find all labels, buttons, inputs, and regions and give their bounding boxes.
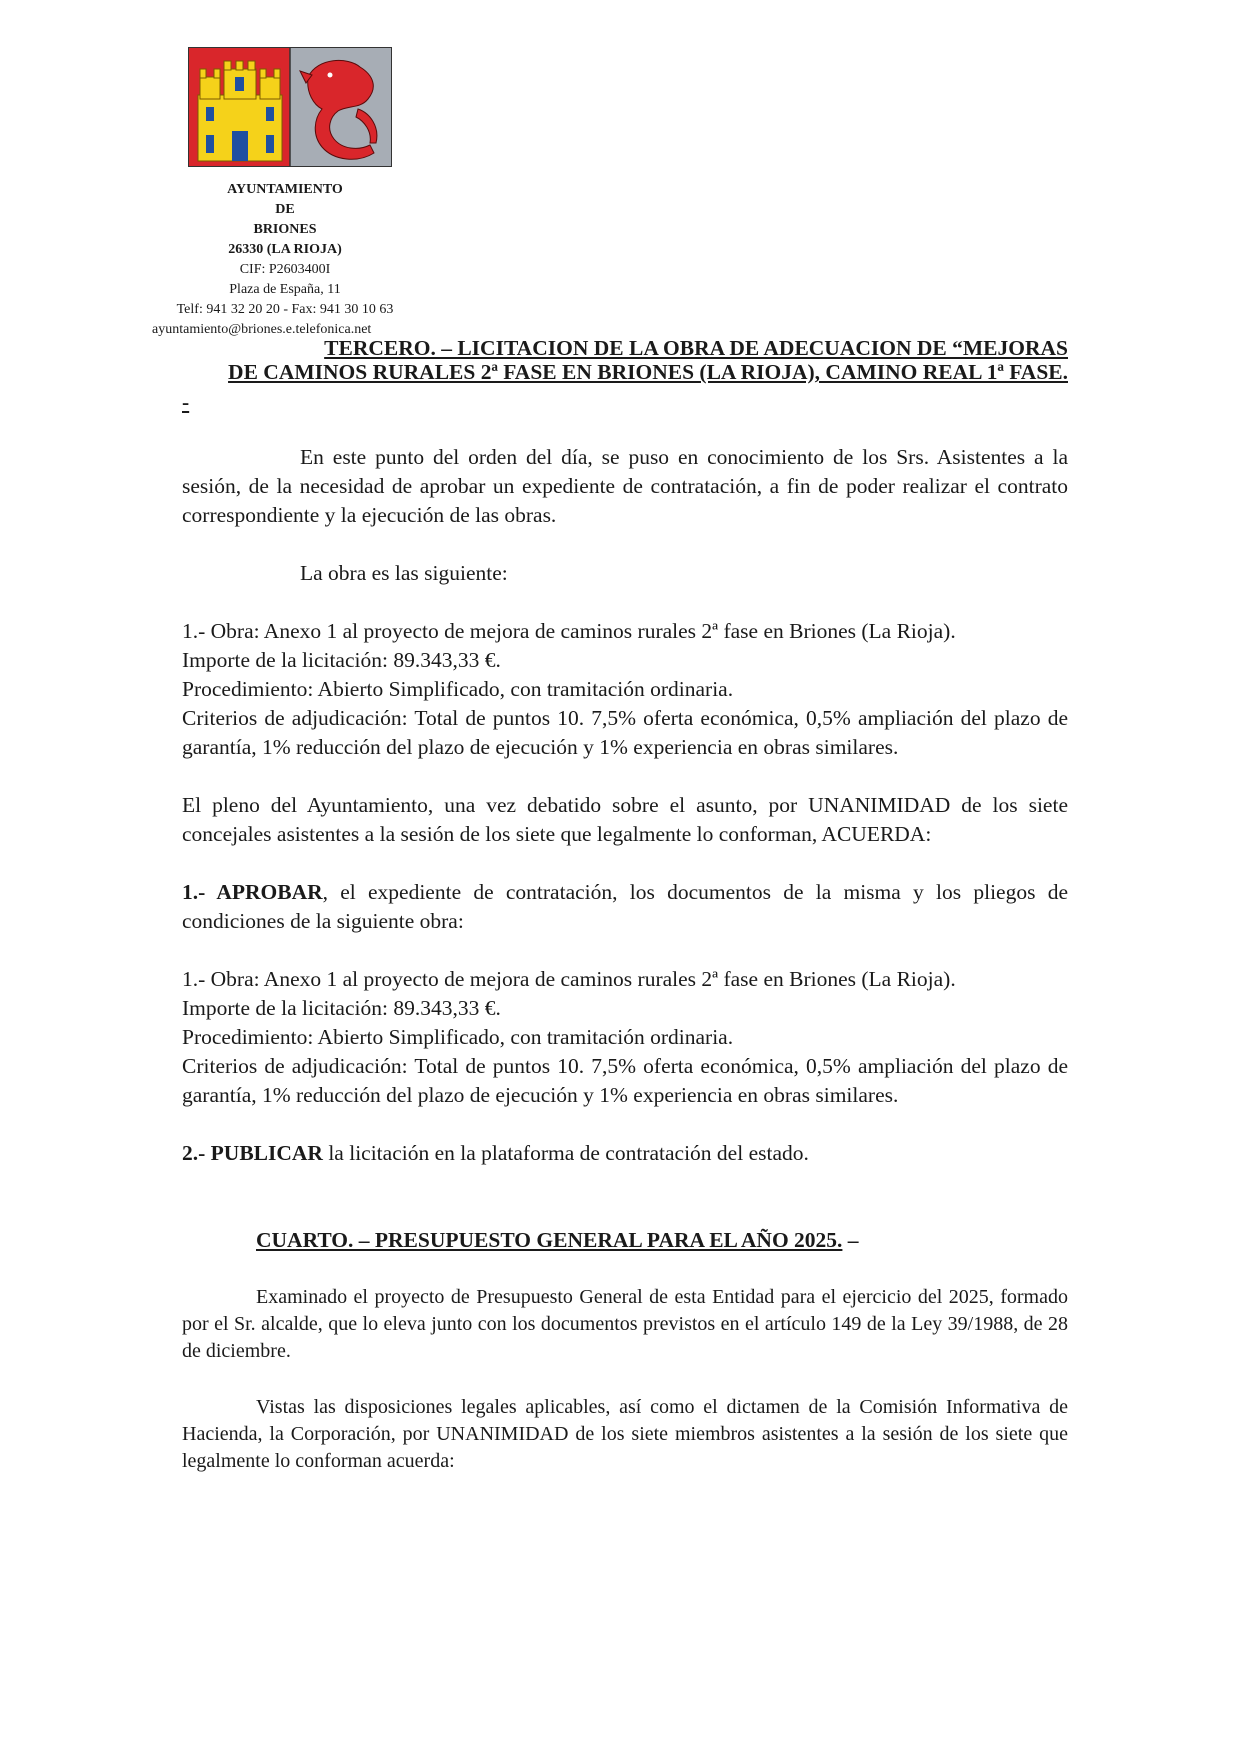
letterhead-line-1: AYUNTAMIENTO bbox=[227, 182, 343, 197]
letterhead-line-2: DE bbox=[275, 202, 295, 217]
obra-block-1-importe: Importe de la licitación: 89.343,33 €. bbox=[182, 648, 501, 672]
tercero-heading-line-2: DE CAMINOS RURALES 2ª FASE EN BRIONES (LA RIOJA), CAMINO REAL 1ª FASE. bbox=[228, 360, 1068, 384]
obra-block-2-criterios: Criterios de adjudicación: Total de puntos 10. 7,5% oferta económica, 0,5% ampliación del plazo de garantía, 1% reducción del plazo de ejecución y 1% experiencia en obras similares. bbox=[182, 1054, 1068, 1107]
cuarto-paragraph-2: Vistas las disposiciones legales aplicables, así como el dictamen de la Comisión Informativa de Hacienda, la Corporación, por UNANIMIDAD de los siete miembros asistentes a la sesión de los siete que legalmente lo conforman acuerda: bbox=[182, 1396, 1068, 1472]
obra-block-2-importe: Importe de la licitación: 89.343,33 €. bbox=[182, 996, 501, 1020]
obra-block-1-criterios: Criterios de adjudicación: Total de puntos 10. 7,5% oferta económica, 0,5% ampliación del plazo de garantía, 1% reducción del plazo de ejecución y 1% experiencia en obras similares. bbox=[182, 706, 1068, 759]
cuarto-heading-suffix: – bbox=[842, 1228, 859, 1252]
tercero-intro-paragraph: En este punto del orden del día, se puso en conocimiento de los Srs. Asistentes a la sesión, de la necesidad de aprobar un expediente de contratación, a fin de poder realizar el contrato correspondiente y la ejecución de las obras. bbox=[182, 445, 1068, 527]
cuarto-heading-row bbox=[256, 1226, 1068, 1255]
acuerdo-2-label: 2.- PUBLICAR bbox=[182, 1141, 323, 1165]
letterhead bbox=[150, 180, 420, 340]
cuarto-paragraph-1: Examinado el proyecto de Presupuesto General de esta Entidad para el ejercicio del 2025, formado por el Sr. alcalde, que lo eleva junto con los documentos previstos en el artículo 149 de la Ley 39/1988, de 28 de diciembre. bbox=[182, 1286, 1068, 1362]
obra-block-1-obra: 1.- Obra: Anexo 1 al proyecto de mejora de caminos rurales 2ª fase en Briones (La Rioja). bbox=[182, 619, 956, 643]
pleno-paragraph: El pleno del Ayuntamiento, una vez debatido sobre el asunto, por UNANIMIDAD de los siete concejales asistentes a la sesión de los siete que legalmente lo conforman, ACUERDA: bbox=[182, 793, 1068, 846]
tercero-heading-line-1: TERCERO. – LICITACION DE LA OBRA DE ADECUACION DE “MEJORAS bbox=[324, 336, 1068, 360]
obra-block-2-obra: 1.- Obra: Anexo 1 al proyecto de mejora de caminos rurales 2ª fase en Briones (La Rioja). bbox=[182, 967, 956, 991]
acuerdo-1-text: , el expediente de contratación, los documentos de la misma y los pliegos de condiciones de la siguiente obra: bbox=[182, 880, 1068, 933]
acuerdo-1-label: 1.- APROBAR bbox=[182, 880, 323, 904]
obra-block-2-procedimiento: Procedimiento: Abierto Simplificado, con tramitación ordinaria. bbox=[182, 1025, 734, 1049]
acuerdo-1-paragraph bbox=[182, 878, 1068, 936]
coat-of-arms-seal bbox=[188, 47, 392, 167]
obra-block-1-procedimiento: Procedimiento: Abierto Simplificado, con tramitación ordinaria. bbox=[182, 677, 734, 701]
tercero-heading-separator: - bbox=[182, 390, 190, 414]
acuerdo-2-paragraph bbox=[182, 1139, 1068, 1168]
letterhead-phone: Telf: 941 32 20 20 - Fax: 941 30 10 63 bbox=[176, 302, 394, 317]
letterhead-address: Plaza de España, 11 bbox=[229, 282, 341, 297]
cuarto-heading: CUARTO. – PRESUPUESTO GENERAL PARA EL AÑO 2025. bbox=[256, 1228, 843, 1252]
letterhead-cif: CIF: P2603400I bbox=[239, 262, 331, 277]
letterhead-line-4: 26330 (LA RIOJA) bbox=[228, 242, 342, 257]
tercero-obra-intro: La obra es las siguiente: bbox=[300, 561, 508, 585]
document-body bbox=[182, 336, 1068, 1475]
acuerdo-2-text: la licitación en la plataforma de contratación del estado. bbox=[322, 1141, 809, 1165]
letterhead-line-3: BRIONES bbox=[253, 222, 317, 237]
letterhead-email: ayuntamiento@briones.e.telefonica.net bbox=[152, 322, 372, 337]
